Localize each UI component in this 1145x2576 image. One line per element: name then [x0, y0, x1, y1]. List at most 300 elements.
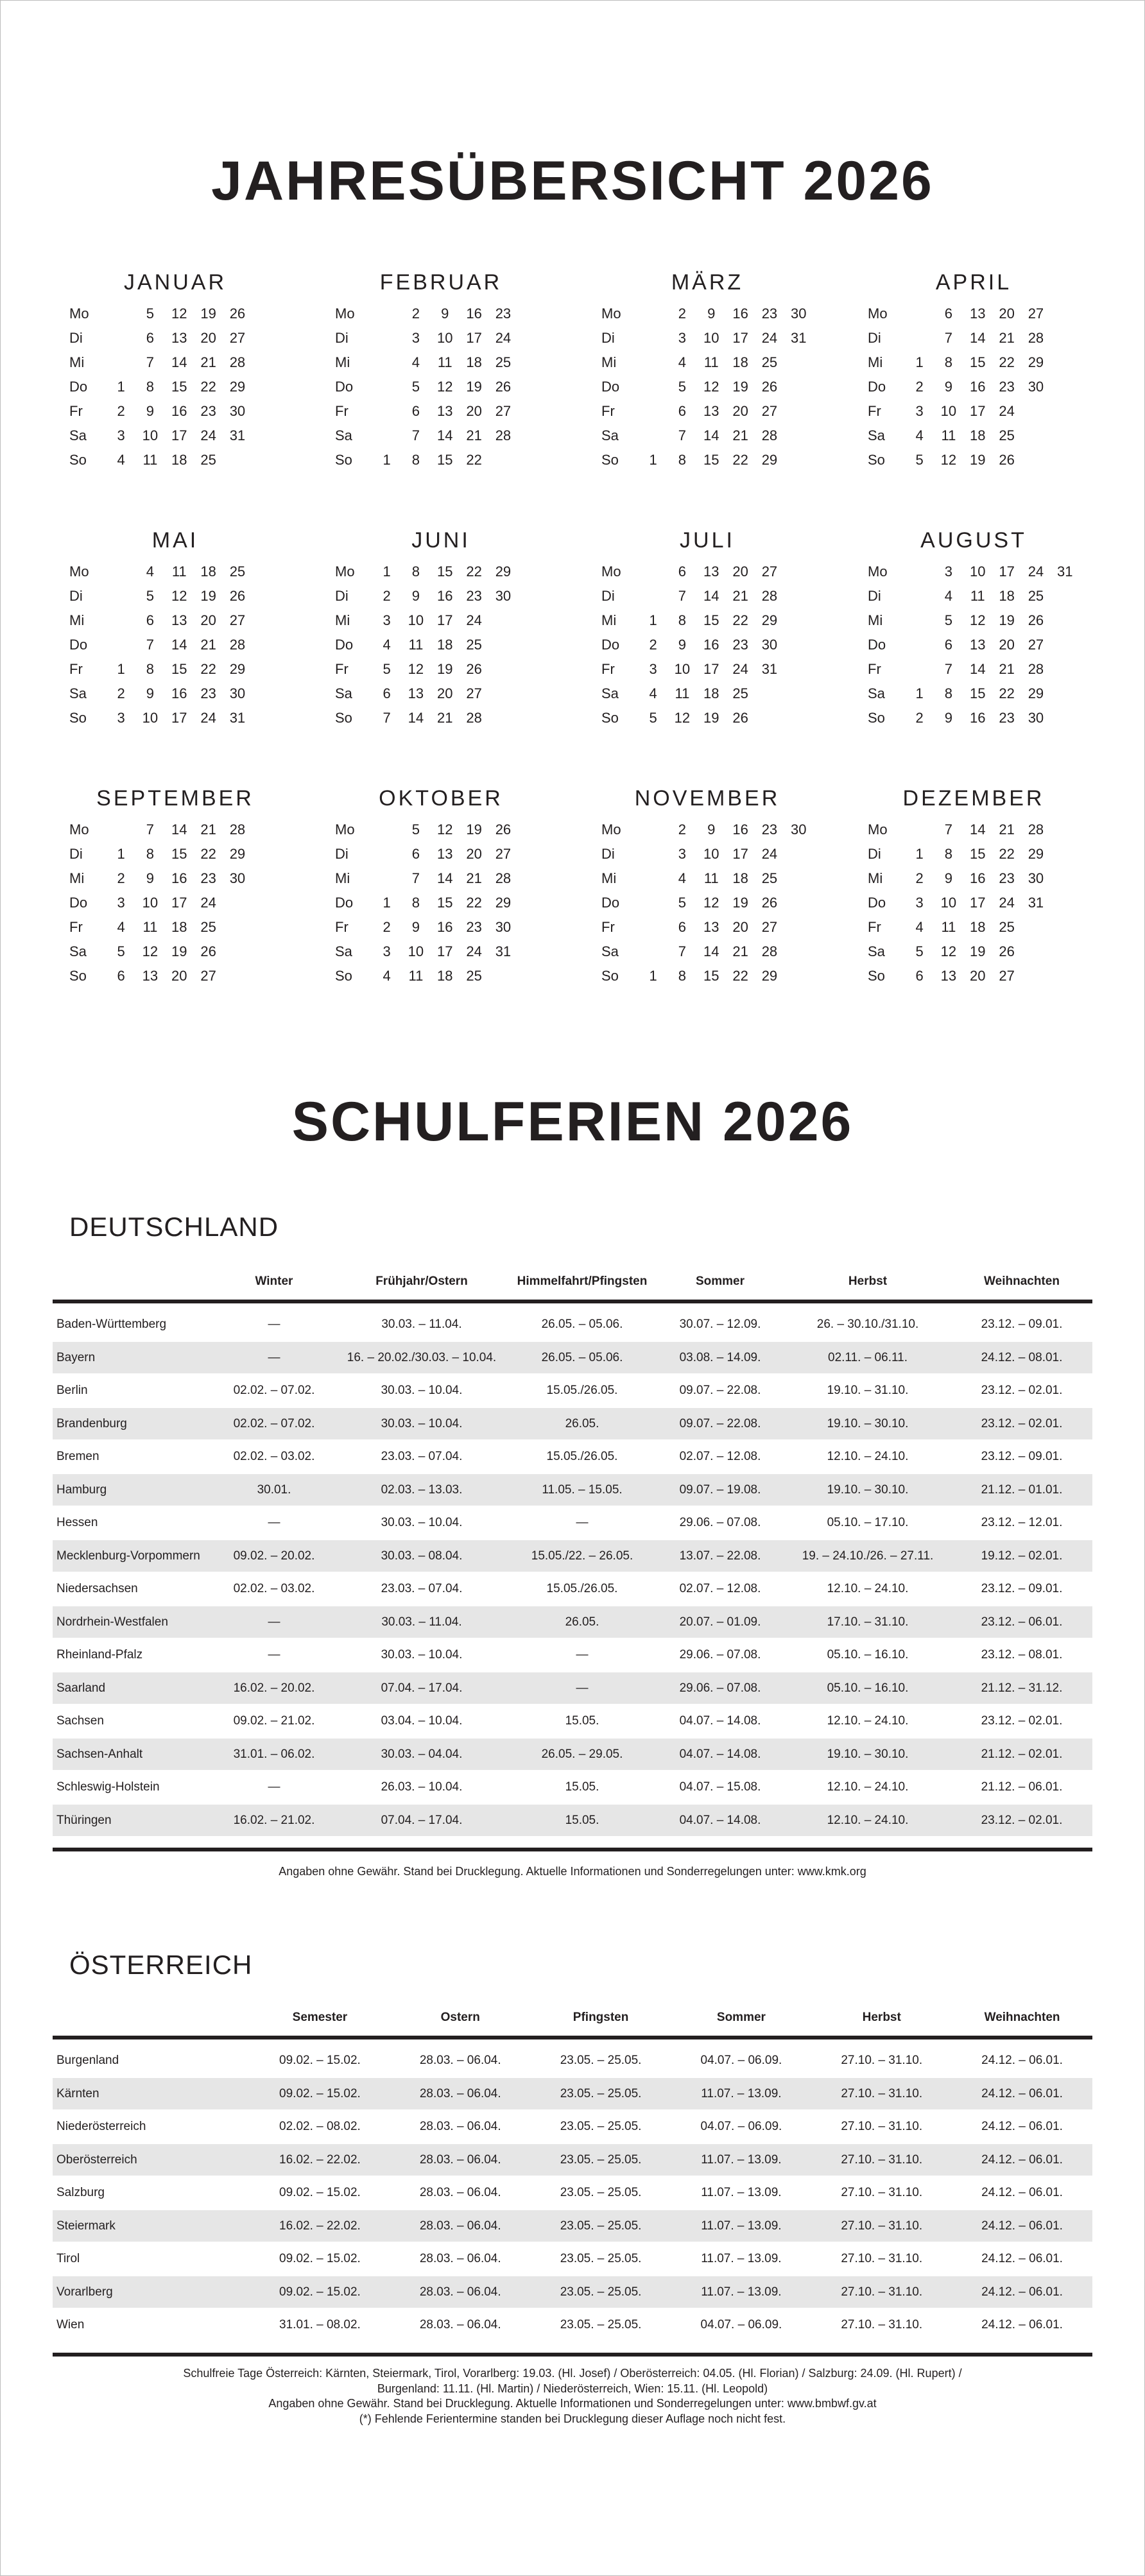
day-cell: 14	[437, 870, 453, 886]
date-cell: 23.05. – 25.05.	[560, 2120, 642, 2133]
date-cell: 16. – 20.02./30.03. – 10.04.	[347, 1350, 497, 1364]
day-cell: 8	[146, 846, 155, 862]
day-cell: 27	[761, 403, 778, 419]
week-row	[601, 608, 813, 633]
week-row	[335, 842, 547, 866]
date-cell: 24.12. – 06.01.	[981, 2318, 1063, 2331]
day-cell: 23	[200, 403, 216, 419]
month-januar	[69, 270, 281, 472]
date-cell: 28.03. – 06.04.	[419, 2152, 501, 2167]
date-cell: 26. – 30.10./31.10.	[816, 1318, 919, 1331]
day-cell: 1	[649, 452, 657, 468]
day-cell: 1	[915, 354, 924, 370]
day-cell: 7	[383, 710, 391, 726]
week-row	[868, 964, 1080, 988]
date-cell: 23.12. – 09.01.	[981, 1318, 1063, 1331]
day-cell	[784, 448, 813, 472]
date-cell: 21.12. – 31.12.	[981, 1681, 1063, 1695]
day-cell: 8	[944, 846, 953, 862]
day-cell: 23	[761, 821, 778, 837]
day-cell: 14	[171, 821, 187, 837]
day-cell: 19	[999, 612, 1015, 628]
date-cell: 24.12. – 06.01.	[981, 2086, 1063, 2100]
date-cell: 15.05.	[565, 1780, 599, 1794]
weekday-label: Mo	[69, 821, 89, 837]
day-cell: 29	[1028, 846, 1044, 862]
day-cell: 26	[761, 895, 778, 911]
date-cell: 13.07. – 22.08.	[679, 1549, 761, 1563]
column-header: Sommer	[695, 1275, 745, 1288]
day-cell	[518, 940, 547, 964]
day-cell: 9	[944, 710, 953, 726]
week-row	[335, 706, 547, 730]
day-cell	[1051, 891, 1080, 915]
date-cell: 02.02. – 03.02.	[233, 1582, 315, 1595]
week-row	[601, 448, 813, 472]
day-cell: 29	[761, 612, 778, 628]
week-row	[69, 375, 281, 399]
date-cell: 11.07. – 13.09.	[701, 2285, 782, 2299]
weekday-label: Fr	[601, 403, 615, 419]
date-cell: 26.05.	[565, 1615, 599, 1629]
weekday-label: Fr	[335, 919, 349, 935]
germany-holiday-table	[53, 1264, 1092, 1851]
date-cell: 19.12. – 02.01.	[981, 1549, 1063, 1563]
date-cell: 28.03. – 06.04.	[419, 2120, 501, 2133]
date-cell: 12.10. – 24.10.	[827, 1813, 909, 1827]
day-cell	[223, 891, 252, 915]
day-cell: 11	[675, 685, 690, 701]
day-cell: 27	[229, 330, 246, 346]
day-cell: 11	[970, 588, 985, 604]
day-cell: 20	[732, 919, 748, 935]
week-row	[69, 633, 281, 657]
day-cell: 4	[117, 919, 125, 935]
week-row	[69, 608, 281, 633]
date-cell: 24.12. – 06.01.	[981, 2054, 1063, 2067]
week-row	[601, 399, 813, 424]
date-cell: 30.03. – 04.04.	[381, 1747, 463, 1761]
date-cell: 23.05. – 25.05.	[560, 2186, 642, 2199]
day-cell: 5	[146, 588, 155, 604]
date-cell: 23.05. – 25.05.	[560, 2054, 642, 2067]
day-cell: 25	[200, 919, 216, 935]
day-cell: 21	[732, 427, 748, 443]
date-cell: 27.10. – 31.10.	[841, 2086, 923, 2100]
month-title: OKTOBER	[379, 786, 503, 811]
week-row	[601, 326, 813, 350]
weekday-label: Fr	[601, 661, 615, 677]
day-cell: 23	[999, 870, 1015, 886]
date-cell: 12.10. – 24.10.	[827, 1714, 909, 1728]
day-cell: 6	[146, 612, 155, 628]
date-cell: —	[268, 1318, 280, 1331]
day-cell	[252, 706, 281, 730]
week-row	[69, 560, 281, 584]
day-cell	[905, 560, 934, 584]
day-cell: 16	[466, 305, 482, 322]
day-cell: 3	[117, 710, 125, 726]
date-cell: 28.03. – 06.04.	[419, 2186, 501, 2199]
day-cell: 20	[732, 403, 748, 419]
date-cell: 03.08. – 14.09.	[679, 1350, 761, 1364]
day-cell: 16	[970, 710, 986, 726]
column-header: Himmelfahrt/Pfingsten	[517, 1275, 648, 1288]
day-cell	[784, 866, 813, 891]
day-cell: 10	[674, 661, 691, 677]
day-cell	[518, 326, 547, 350]
day-cell: 3	[944, 563, 953, 580]
day-cell: 13	[703, 563, 719, 580]
holidays-title: SCHULFERIEN 2026	[291, 1091, 854, 1153]
day-cell: 6	[678, 563, 687, 580]
day-cell: 28	[1028, 821, 1044, 837]
weekday-label: Do	[335, 637, 354, 653]
day-cell: 18	[466, 354, 482, 370]
week-row	[69, 399, 281, 424]
state-name: Sachsen	[56, 1714, 104, 1728]
day-cell: 23	[466, 919, 482, 935]
date-cell: —	[268, 1615, 280, 1629]
day-cell: 5	[944, 612, 953, 628]
date-cell: 11.07. – 13.09.	[701, 2186, 782, 2199]
day-cell: 7	[146, 637, 155, 653]
table-row	[53, 1408, 1092, 1440]
table-row	[53, 1639, 1092, 1671]
day-cell: 14	[171, 354, 187, 370]
day-cell: 23	[200, 870, 216, 886]
day-cell: 12	[437, 379, 453, 395]
day-cell: 17	[466, 330, 482, 346]
column-header: Semester	[292, 2011, 348, 2024]
date-cell: 27.10. – 31.10.	[841, 2318, 923, 2331]
state-name: Baden-Württemberg	[56, 1318, 167, 1331]
table-row	[53, 1606, 1092, 1638]
day-cell	[107, 608, 135, 633]
day-cell: 11	[408, 637, 424, 653]
day-cell	[784, 350, 813, 375]
day-cell: 23	[495, 305, 512, 322]
week-row	[601, 350, 813, 375]
day-cell: 15	[970, 685, 986, 701]
date-cell: 23.03. – 07.04.	[381, 1450, 463, 1463]
month-title: FEBRUAR	[379, 270, 503, 295]
day-cell: 9	[944, 870, 953, 886]
day-cell: 29	[1028, 354, 1044, 370]
day-cell: 19	[970, 452, 986, 468]
day-cell: 11	[171, 563, 187, 580]
month-juni	[335, 528, 547, 730]
column-header: Herbst	[848, 1275, 888, 1288]
day-cell	[252, 633, 281, 657]
day-cell: 18	[732, 354, 748, 370]
month-september	[69, 786, 281, 988]
date-cell: 23.12. – 09.01.	[981, 1582, 1063, 1595]
date-cell: 04.07. – 15.08.	[679, 1780, 761, 1794]
day-cell: 1	[383, 563, 391, 580]
weekday-label: Fr	[868, 919, 881, 935]
day-cell: 6	[915, 968, 924, 984]
date-cell: 28.03. – 06.04.	[419, 2318, 501, 2331]
week-row	[868, 940, 1080, 964]
day-cell	[488, 964, 517, 988]
day-cell: 11	[142, 452, 158, 468]
day-cell: 12	[940, 943, 957, 959]
day-cell: 10	[940, 403, 957, 419]
week-row	[868, 302, 1080, 326]
day-cell: 30	[229, 685, 246, 701]
date-cell: 16.02. – 22.02.	[279, 2152, 361, 2167]
date-cell: 12.10. – 24.10.	[827, 1780, 909, 1794]
day-cell: 15	[970, 846, 986, 862]
day-cell: 13	[437, 846, 453, 862]
day-cell: 3	[411, 330, 420, 346]
day-cell: 30	[495, 588, 512, 604]
day-cell	[518, 866, 547, 891]
week-row	[69, 302, 281, 326]
day-cell: 12	[142, 943, 159, 959]
date-cell: 09.07. – 19.08.	[679, 1482, 761, 1497]
day-cell	[639, 866, 667, 891]
day-cell: 12	[674, 710, 691, 726]
day-cell: 31	[495, 943, 512, 959]
date-cell: 24.12. – 06.01.	[981, 2219, 1063, 2233]
week-row	[69, 326, 281, 350]
day-cell	[1021, 915, 1050, 940]
day-cell: 11	[941, 427, 956, 443]
day-cell: 8	[146, 379, 155, 395]
date-cell: 24.12. – 06.01.	[981, 2152, 1063, 2167]
date-cell: 27.10. – 31.10.	[841, 2252, 923, 2265]
day-cell: 11	[437, 354, 452, 370]
day-cell: 3	[383, 612, 391, 628]
week-row	[335, 375, 547, 399]
date-cell: 11.05. – 15.05.	[542, 1482, 623, 1497]
day-cell: 4	[383, 637, 391, 653]
date-cell: 19. – 24.10./26. – 27.11.	[802, 1549, 934, 1563]
day-cell: 20	[999, 305, 1015, 322]
week-row	[868, 633, 1080, 657]
state-name: Hessen	[56, 1516, 98, 1529]
day-cell: 17	[970, 403, 986, 419]
day-cell: 19	[732, 895, 748, 911]
date-cell: 23.05. – 25.05.	[560, 2318, 642, 2331]
day-cell: 4	[915, 427, 924, 443]
week-row	[868, 448, 1080, 472]
week-row	[601, 657, 813, 682]
day-cell	[488, 657, 517, 682]
day-cell: 15	[437, 895, 453, 911]
day-cell: 14	[970, 821, 986, 837]
day-cell: 22	[732, 612, 748, 628]
weekday-label: Sa	[601, 943, 619, 959]
day-cell	[1051, 682, 1080, 706]
day-cell: 22	[999, 354, 1015, 370]
day-cell: 3	[117, 427, 125, 443]
day-cell: 19	[200, 588, 216, 604]
week-row	[69, 350, 281, 375]
table-row	[53, 2111, 1092, 2143]
week-row	[69, 706, 281, 730]
date-cell: 23.05. – 25.05.	[560, 2152, 642, 2167]
weekday-label: Fr	[868, 661, 881, 677]
day-cell	[1051, 940, 1080, 964]
weekday-label: Fr	[69, 403, 83, 419]
day-cell: 22	[466, 563, 482, 580]
day-cell: 2	[649, 637, 657, 653]
day-cell	[252, 891, 281, 915]
day-cell: 6	[146, 330, 155, 346]
week-row	[868, 608, 1080, 633]
day-cell: 22	[200, 379, 216, 395]
day-cell	[518, 818, 547, 842]
day-cell	[784, 657, 813, 682]
day-cell: 25	[229, 563, 246, 580]
date-cell: —	[576, 1681, 589, 1695]
day-cell: 6	[411, 846, 420, 862]
day-cell: 20	[466, 846, 482, 862]
day-cell: 6	[678, 403, 687, 419]
week-row	[601, 842, 813, 866]
table-row	[53, 1342, 1092, 1374]
day-cell: 25	[200, 452, 216, 468]
day-cell: 7	[944, 661, 953, 677]
day-cell	[784, 608, 813, 633]
week-row	[69, 682, 281, 706]
weekday-label: Di	[601, 588, 615, 604]
weekday-label: So	[601, 968, 619, 984]
day-cell	[1021, 424, 1050, 448]
date-cell: 04.07. – 06.09.	[700, 2054, 782, 2067]
date-cell: 23.12. – 02.01.	[981, 1384, 1063, 1397]
state-name: Brandenburg	[56, 1416, 127, 1430]
day-cell	[639, 399, 667, 424]
day-cell: 25	[999, 919, 1015, 935]
table-row	[53, 1771, 1092, 1803]
date-cell: 19.10. – 30.10.	[827, 1416, 909, 1430]
day-cell: 12	[703, 379, 719, 395]
day-cell	[639, 560, 667, 584]
day-cell: 9	[411, 588, 420, 604]
weekday-label: Sa	[69, 685, 87, 701]
day-cell: 30	[1028, 870, 1044, 886]
day-cell: 25	[1028, 588, 1044, 604]
date-cell: 26.05. – 05.06.	[541, 1350, 623, 1364]
weekday-label: Do	[69, 895, 88, 911]
footnote-line: (*) Fehlende Ferientermine standen bei Drucklegung dieser Auflage noch nicht fest.	[359, 2412, 786, 2425]
day-cell: 31	[229, 427, 246, 443]
state-name: Salzburg	[56, 2186, 105, 2199]
week-row	[601, 891, 813, 915]
week-row	[601, 560, 813, 584]
day-cell: 18	[171, 919, 187, 935]
table-row	[53, 2243, 1092, 2275]
day-cell: 26	[495, 821, 512, 837]
day-cell: 1	[383, 452, 391, 468]
day-cell: 10	[142, 427, 159, 443]
day-cell: 9	[146, 403, 155, 419]
date-cell: 07.04. – 17.04.	[381, 1813, 463, 1827]
date-cell: 23.05. – 25.05.	[560, 2285, 642, 2299]
day-cell: 28	[229, 354, 246, 370]
date-cell: 09.02. – 15.02.	[279, 2086, 361, 2100]
day-cell	[755, 682, 784, 706]
day-cell: 26	[732, 710, 748, 726]
day-cell	[488, 448, 517, 472]
weekday-label: Di	[868, 846, 881, 862]
day-cell	[1051, 633, 1080, 657]
month-april	[868, 270, 1080, 472]
day-cell: 24	[200, 710, 216, 726]
month-oktober	[335, 786, 547, 988]
day-cell: 14	[703, 588, 719, 604]
footnote-line: Schulfreie Tage Österreich: Kärnten, Steiermark, Tirol, Vorarlberg: 19.03. (Hl. Josef) / Oberösterreich: 04.05. (Hl. Florian) / Salzburg: 24.09. (Hl. Rupert) /	[183, 2367, 962, 2380]
day-cell: 19	[466, 821, 482, 837]
week-row	[335, 608, 547, 633]
day-cell	[1021, 448, 1050, 472]
day-cell: 7	[678, 588, 687, 604]
table-row	[53, 1540, 1092, 1572]
day-cell	[784, 375, 813, 399]
weekday-label: Do	[868, 637, 886, 653]
day-cell: 24	[999, 895, 1015, 911]
day-cell	[107, 326, 135, 350]
day-cell	[1051, 842, 1080, 866]
week-row	[69, 964, 281, 988]
day-cell: 15	[703, 452, 719, 468]
day-cell: 18	[999, 588, 1015, 604]
weekday-label: Sa	[868, 685, 885, 701]
day-cell	[252, 326, 281, 350]
week-row	[601, 866, 813, 891]
weekday-label: So	[868, 968, 885, 984]
day-cell: 8	[944, 354, 953, 370]
day-cell: 28	[761, 427, 778, 443]
day-cell: 17	[732, 330, 748, 346]
date-cell: 02.02. – 07.02.	[233, 1384, 315, 1397]
week-row	[335, 866, 547, 891]
date-cell: 02.07. – 12.08.	[679, 1582, 761, 1595]
weekday-label: Sa	[335, 943, 352, 959]
weekday-label: Do	[69, 379, 88, 395]
month-title: JANUAR	[123, 270, 227, 295]
day-cell: 8	[944, 685, 953, 701]
state-name: Vorarlberg	[56, 2285, 113, 2299]
day-cell: 27	[1028, 637, 1044, 653]
week-row	[335, 915, 547, 940]
week-row	[601, 682, 813, 706]
weekday-label: Mo	[868, 305, 888, 322]
week-row	[69, 818, 281, 842]
date-cell: 24.12. – 06.01.	[981, 2186, 1063, 2199]
day-cell: 12	[970, 612, 986, 628]
weekday-label: Do	[601, 637, 620, 653]
day-cell	[1051, 818, 1080, 842]
weekday-label: Mi	[868, 870, 883, 886]
day-cell: 15	[171, 846, 187, 862]
date-cell: 24.12. – 06.01.	[981, 2120, 1063, 2133]
weekday-label: Di	[335, 588, 349, 604]
weekday-label: So	[69, 710, 87, 726]
day-cell: 19	[200, 305, 216, 322]
column-header: Weihnachten	[984, 1275, 1060, 1288]
day-cell: 17	[999, 563, 1015, 580]
column-header: Frühjahr/Ostern	[375, 1275, 468, 1288]
week-row	[601, 633, 813, 657]
week-row	[69, 915, 281, 940]
day-cell: 27	[761, 919, 778, 935]
day-cell: 17	[171, 710, 187, 726]
